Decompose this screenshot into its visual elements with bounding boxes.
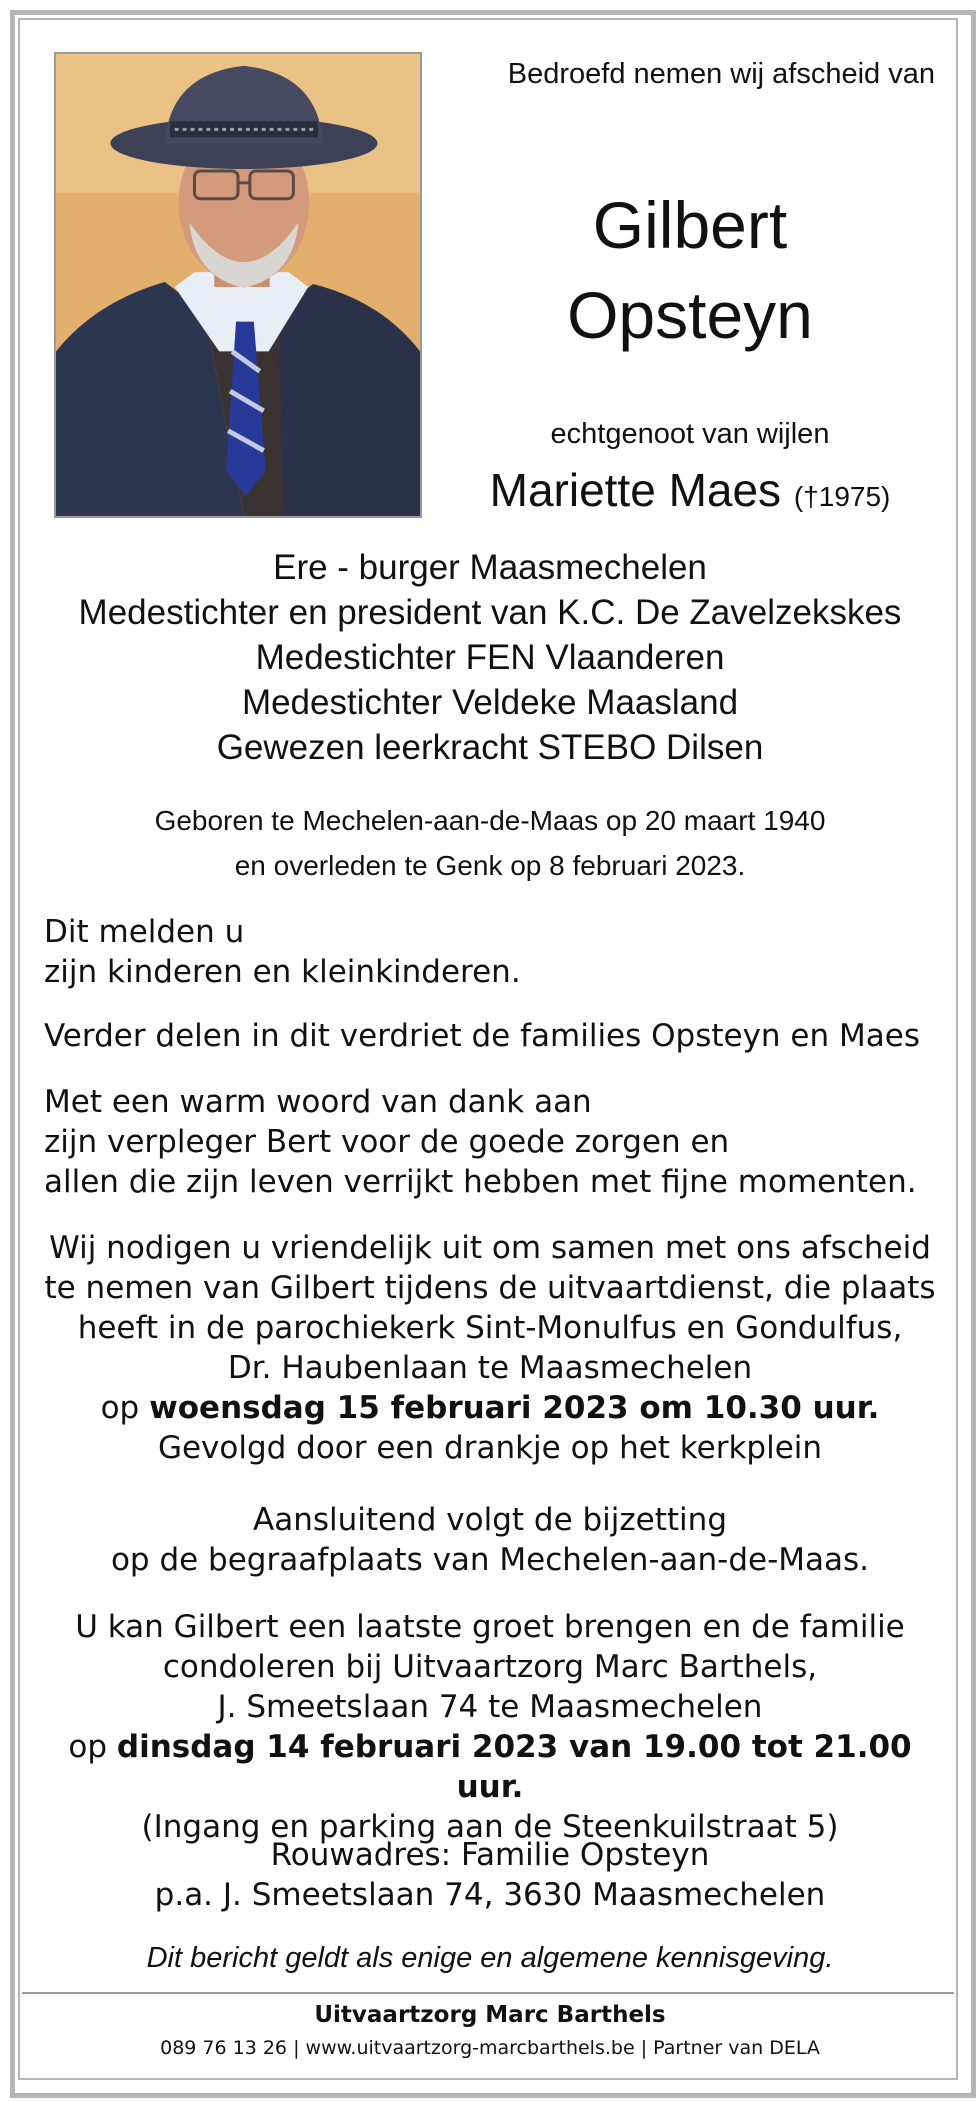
- footer-separator: |: [640, 2037, 648, 2059]
- footer-contact: [40, 2037, 940, 2059]
- visitation-date: dinsdag 14 februari 2023 van 19.00 tot 21.00 uur.: [116, 1729, 912, 1805]
- spouse-label: echtgenoot van wijlen: [550, 418, 830, 450]
- visitation-paragraph: [40, 1607, 940, 1847]
- address-line: Rouwadres: Familie Opsteyn: [270, 1837, 710, 1873]
- address-line: p.a. J. Smeetslaan 74, 3630 Maasmechelen: [154, 1877, 826, 1913]
- portrait-photo: [54, 52, 422, 518]
- visit-line: condoleren bij Uitvaartzorg Marc Barthels,: [162, 1649, 818, 1685]
- spouse-name-line: [440, 463, 940, 517]
- thanks-line: allen die zijn leven verrijkt hebben met fijne momenten.: [44, 1164, 917, 1200]
- title-item: Medestichter en president van K.C. De Zavelzekskes: [78, 593, 902, 632]
- funeral-date-line: [40, 1388, 940, 1428]
- title-item: Gewezen leerkracht STEBO Dilsen: [216, 728, 764, 767]
- announce-line: zijn kinderen en kleinkinderen.: [44, 954, 521, 990]
- spouse-death-note: (†1975): [793, 481, 891, 512]
- spouse-name: Mariette Maes: [489, 464, 782, 516]
- visit-line: (Ingang en parking aan de Steenkuilstraat 5): [141, 1809, 839, 1845]
- invitation-paragraph: [40, 1228, 940, 1468]
- invite-line: heeft in de parochiekerk Sint-Monulfus en Gondulfus,: [77, 1310, 903, 1346]
- titles-list: [40, 545, 940, 770]
- invite-line: te nemen van Gilbert tijdens de uitvaartdienst, die plaats: [44, 1270, 936, 1306]
- burial-paragraph: [40, 1500, 940, 1580]
- footer-website[interactable]: www.uitvaartzorg-marcbarthels.be: [305, 2037, 635, 2059]
- burial-line: op de begraafplaats van Mechelen-aan-de-Maas.: [110, 1542, 870, 1578]
- visit-line: U kan Gilbert een laatste groet brengen en de familie: [75, 1609, 905, 1645]
- death-line: en overleden te Genk op 8 februari 2023.: [234, 850, 746, 881]
- thanks-line: zijn verpleger Bert voor de goede zorgen en: [44, 1124, 730, 1160]
- birth-line: Geboren te Mechelen-aan-de-Maas op 20 maart 1940: [154, 805, 826, 836]
- deceased-name: [440, 180, 940, 360]
- footer-phone: 089 76 13 26: [160, 2037, 288, 2059]
- intro-text: Bedroefd nemen wij afscheid van: [507, 58, 935, 90]
- thanks-line: Met een warm woord van dank aan: [44, 1084, 592, 1120]
- date-prefix: op: [100, 1390, 140, 1426]
- title-item: Medestichter Veldeke Maasland: [241, 683, 739, 722]
- funeral-date: woensdag 15 februari 2023 om 10.30 uur.: [149, 1390, 880, 1426]
- footer-separator: |: [293, 2037, 300, 2059]
- footer-company: Uitvaartzorg Marc Barthels: [314, 2002, 666, 2028]
- visitation-date-line: [40, 1727, 940, 1807]
- invite-line: Dr. Haubenlaan te Maasmechelen: [227, 1350, 753, 1386]
- first-name: Gilbert: [592, 188, 788, 262]
- invite-line: Gevolgd door een drankje op het kerkplein: [157, 1430, 823, 1466]
- mourning-address: [40, 1835, 940, 1915]
- footer-divider: [22, 1992, 954, 1994]
- title-item: Ere - burger Maasmechelen: [273, 548, 707, 587]
- date-prefix: op: [68, 1729, 108, 1765]
- last-name: Opsteyn: [567, 278, 813, 352]
- footer-partner: Partner van DELA: [653, 2037, 820, 2059]
- title-item: Medestichter FEN Vlaanderen: [255, 638, 725, 677]
- families-text: Verder delen in dit verdriet de families Opsteyn en Maes: [44, 1018, 920, 1054]
- notice-text: Dit bericht geldt als enige en algemene kennisgeving.: [146, 1942, 834, 1974]
- visit-line: J. Smeetslaan 74 te Maasmechelen: [217, 1689, 763, 1725]
- invite-line: Wij nodigen u vriendelijk uit om samen met ons afscheid: [49, 1230, 931, 1266]
- burial-line: Aansluitend volgt de bijzetting: [253, 1502, 727, 1538]
- announce-line: Dit melden u: [44, 914, 245, 950]
- birth-death-info: [40, 798, 940, 888]
- announcement: [44, 912, 944, 992]
- thanks-paragraph: [44, 1082, 944, 1202]
